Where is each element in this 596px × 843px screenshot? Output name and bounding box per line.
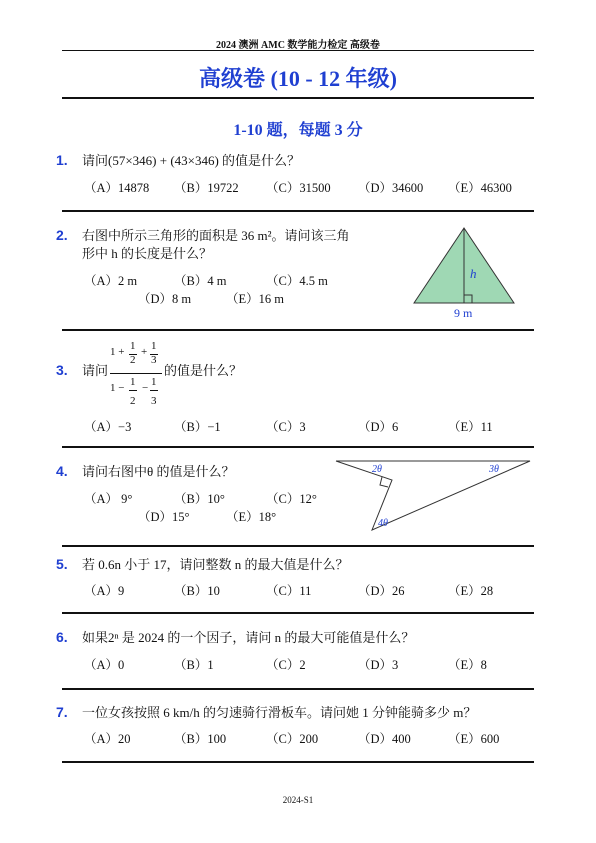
angle-label-4theta: 4θ xyxy=(378,518,388,529)
header-rule xyxy=(62,50,534,51)
fraction-term: 1 xyxy=(130,340,136,352)
option-a: （A）14878 xyxy=(84,181,150,195)
question-text: 请问(57×346) + (43×346) 的值是什么？ xyxy=(82,153,301,168)
option-d: （D）400 xyxy=(358,732,411,746)
question-text: 如果2ⁿ 是 2024 的一个因子，请问 n 的最大可能值是什么？ xyxy=(82,630,415,645)
option-e: （E）600 xyxy=(448,732,500,746)
fraction-term: 2 xyxy=(130,395,136,407)
option-c: （C）3 xyxy=(266,420,306,434)
page-header: 2024 澳洲 AMC 数学能力检定 高级卷 xyxy=(216,40,380,51)
question-text: 若 0.6n 小于 17，请问整数 n 的最大值是什么？ xyxy=(82,557,349,572)
page-title: 高级卷 (10 - 12 年级) xyxy=(199,66,397,91)
fraction-bar xyxy=(129,390,137,391)
angle-figure xyxy=(334,458,534,534)
angle-figure-outline xyxy=(336,461,530,530)
option-e: （E）46300 xyxy=(448,181,512,195)
question-number: 4. xyxy=(56,463,68,479)
option-a: （A）9 xyxy=(84,584,125,598)
angle-label-3theta: 3θ xyxy=(489,464,499,475)
question-number: 3. xyxy=(56,362,68,378)
option-d: （D）6 xyxy=(358,420,399,434)
option-c: （C）200 xyxy=(266,732,319,746)
option-b: （B）19722 xyxy=(174,181,239,195)
option-b: （B）10° xyxy=(174,492,225,506)
question-text: 的值是什么？ xyxy=(164,363,243,378)
fraction-term: 3 xyxy=(151,354,157,366)
option-e: （E）28 xyxy=(448,584,494,598)
option-c: （C）12° xyxy=(266,492,317,506)
option-a: （A） 9° xyxy=(84,492,133,506)
fraction-term: 1 − xyxy=(110,382,125,394)
base-label: 9 m xyxy=(454,306,473,320)
option-e: （E）18° xyxy=(226,510,277,524)
question-number: 2. xyxy=(56,227,68,243)
option-e: （E）11 xyxy=(448,420,493,434)
compound-fraction xyxy=(110,340,162,412)
question-divider xyxy=(62,545,534,547)
title-rule xyxy=(62,97,534,99)
question-divider xyxy=(62,329,534,331)
fraction-term: 1 + xyxy=(110,346,125,358)
fraction-term: 1 xyxy=(130,376,136,388)
question-number: 1. xyxy=(56,152,68,168)
question-text: 一位女孩按照 6 km/h 的匀速骑行滑板车。请问她 1 分钟能骑多少 m？ xyxy=(82,705,477,720)
fraction-term: 3 xyxy=(151,395,157,407)
section-subtitle: 1-10 题，每题 3 分 xyxy=(233,122,363,139)
question-number: 5. xyxy=(56,556,68,572)
question-divider xyxy=(62,761,534,763)
question-divider xyxy=(62,612,534,614)
fraction-term: + xyxy=(141,346,148,358)
page-footer: 2024-S1 xyxy=(282,795,314,805)
question-number: 7. xyxy=(56,704,68,720)
option-a: （A）2 m xyxy=(84,274,138,288)
option-a: （A）20 xyxy=(84,732,131,746)
option-a: （A）0 xyxy=(84,658,125,672)
option-d: （D）15° xyxy=(138,510,190,524)
option-e: （E）16 m xyxy=(226,292,284,306)
question-divider xyxy=(62,210,534,212)
option-a: （A）−3 xyxy=(84,420,132,434)
question-number: 6. xyxy=(56,629,68,645)
question-divider xyxy=(62,446,534,448)
fraction-term: 1 xyxy=(151,340,157,352)
option-d: （D）3 xyxy=(358,658,399,672)
option-d: （D）8 m xyxy=(138,292,192,306)
option-c: （C）2 xyxy=(266,658,306,672)
question-text: 请问 xyxy=(82,363,109,378)
question-text: 请问右图中θ 的值是什么？ xyxy=(82,464,235,479)
main-fraction-bar xyxy=(110,373,162,374)
option-b: （B）10 xyxy=(174,584,220,598)
question-divider xyxy=(62,688,534,690)
question-text: 形中 h 的长度是什么？ xyxy=(82,246,213,261)
question-text: 右图中所示三角形的面积是 36 m²。请问该三角 xyxy=(82,228,350,243)
fraction-bar xyxy=(150,390,158,391)
fraction-term: 1 xyxy=(151,376,157,388)
option-b: （B）100 xyxy=(174,732,227,746)
option-b: （B）1 xyxy=(174,658,214,672)
option-b: （B）−1 xyxy=(174,420,221,434)
option-d: （D）26 xyxy=(358,584,405,598)
triangle-figure xyxy=(410,224,534,324)
option-e: （E）8 xyxy=(448,658,487,672)
fraction-term: 2 xyxy=(130,354,136,366)
option-d: （D）34600 xyxy=(358,181,424,195)
option-c: （C）31500 xyxy=(266,181,331,195)
height-label: h xyxy=(470,266,477,281)
option-c: （C）11 xyxy=(266,584,312,598)
fraction-term: − xyxy=(142,382,149,394)
option-c: （C）4.5 m xyxy=(266,274,328,288)
option-b: （B）4 m xyxy=(174,274,227,288)
angle-label-2theta: 2θ xyxy=(372,464,382,475)
